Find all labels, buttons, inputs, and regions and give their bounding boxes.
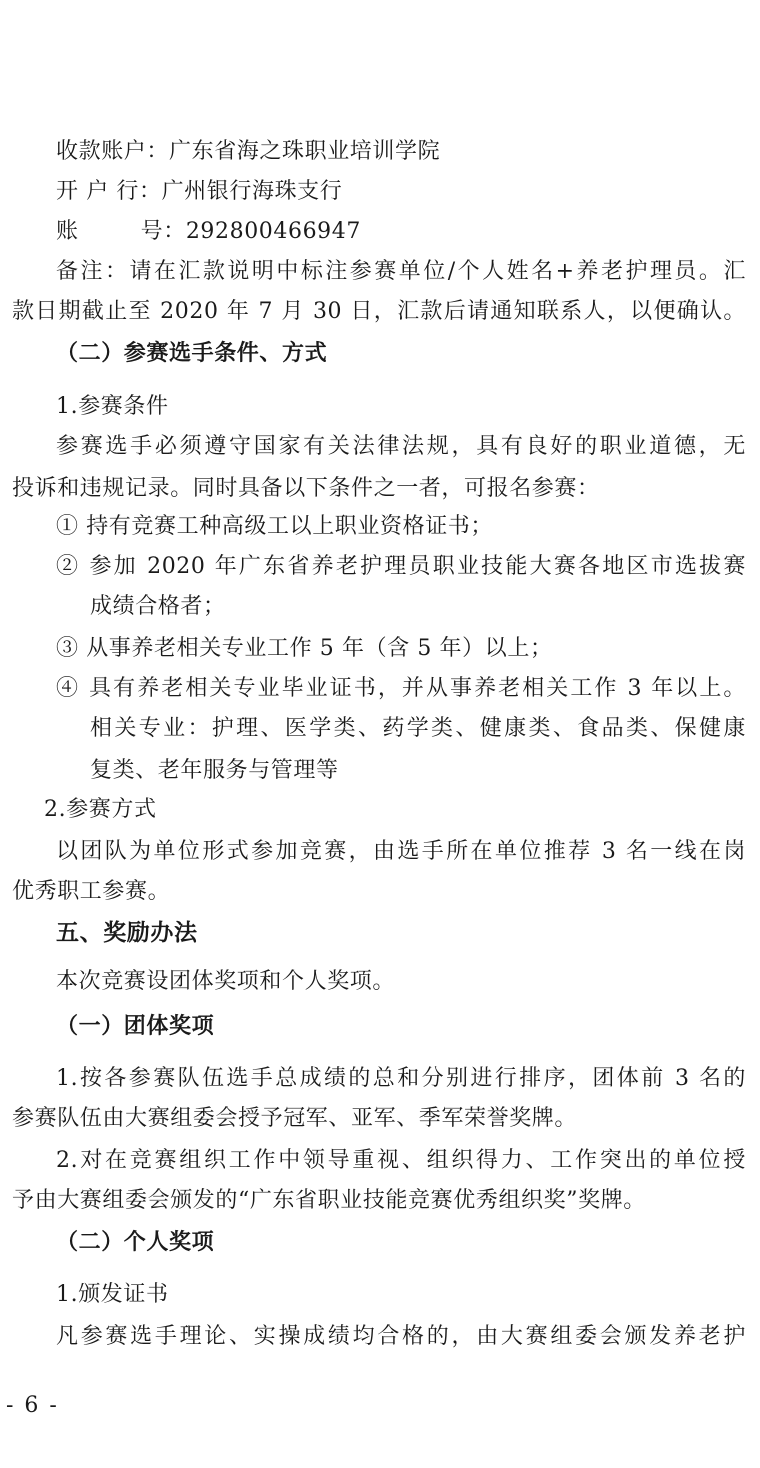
individual-award-paragraph-line-1: 凡参赛选手理论、实操成绩均合格的，由大赛组委会颁发养老护 xyxy=(56,1324,746,1349)
section-heading-awards: 五、奖励办法 xyxy=(56,920,198,946)
method-paragraph-line-1: 以团队为单位形式参加竞赛，由选手所在单位推荐 3 名一线在岗 xyxy=(56,839,746,864)
condition-item-2-line-1: ② 参加 2020 年广东省养老护理员职业技能大赛各地区市选拔赛 xyxy=(56,554,746,579)
individual-award-certificate-title: 1.颁发证书 xyxy=(56,1282,169,1307)
condition-item-3: ③ 从事养老相关专业工作 5 年（含 5 年）以上； xyxy=(56,636,553,661)
account-number-label: 账 xyxy=(56,219,79,244)
awards-intro: 本次竞赛设团体奖项和个人奖项。 xyxy=(56,969,396,994)
remittance-note-line-1: 备注：请在汇款说明中标注参赛单位/个人姓名+养老护理员。汇 xyxy=(56,259,746,284)
account-name-line: 收款账户：广东省海之珠职业培训学院 xyxy=(56,139,441,164)
account-number-label-tail: 号： xyxy=(140,219,186,244)
team-award-1-line-1: 1.按各参赛队伍选手总成绩的总和分别进行排序，团体前 3 名的 xyxy=(56,1066,746,1091)
page-number: - 6 - xyxy=(6,1393,59,1418)
condition-item-2-line-2: 成绩合格者； xyxy=(90,594,226,619)
subheading-method: 2.参赛方式 xyxy=(44,797,157,822)
team-award-2-line-2: 予由大赛组委会颁发的“广东省职业技能竞赛优秀组织奖”奖牌。 xyxy=(12,1188,646,1213)
individual-awards-heading: （二）个人奖项 xyxy=(56,1230,215,1255)
team-awards-heading: （一）团体奖项 xyxy=(56,1014,215,1039)
bank-line: 开 户 行：广州银行海珠支行 xyxy=(56,179,343,204)
account-number-value: 292800466947 xyxy=(185,219,361,244)
remittance-note-line-2: 款日期截止至 2020 年 7 月 30 日，汇款后请通知联系人，以便确认。 xyxy=(12,299,746,324)
condition-item-4-line-2: 相关专业：护理、医学类、药学类、健康类、食品类、保健康 xyxy=(90,716,746,741)
condition-item-4-line-3: 复类、老年服务与管理等 xyxy=(90,758,339,783)
method-paragraph-line-2: 优秀职工参赛。 xyxy=(12,879,171,904)
section-heading-conditions: （二）参赛选手条件、方式 xyxy=(56,341,328,366)
condition-item-1: ① 持有竞赛工种高级工以上职业资格证书； xyxy=(56,514,493,539)
team-award-2-line-1: 2.对在竞赛组织工作中领导重视、组织得力、工作突出的单位授 xyxy=(56,1148,746,1173)
subheading-conditions: 1.参赛条件 xyxy=(56,394,169,419)
conditions-paragraph-line-1: 参赛选手必须遵守国家有关法律法规，具有良好的职业道德，无 xyxy=(56,434,746,459)
condition-item-4-line-1: ④ 具有养老相关专业毕业证书，并从事养老相关工作 3 年以上。 xyxy=(56,676,746,701)
team-award-1-line-2: 参赛队伍由大赛组委会授予冠军、亚军、季军荣誉奖牌。 xyxy=(12,1106,578,1131)
account-number-line xyxy=(56,217,361,247)
conditions-paragraph-line-2: 投诉和违规记录。同时具备以下条件之一者，可报名参赛： xyxy=(12,476,600,501)
